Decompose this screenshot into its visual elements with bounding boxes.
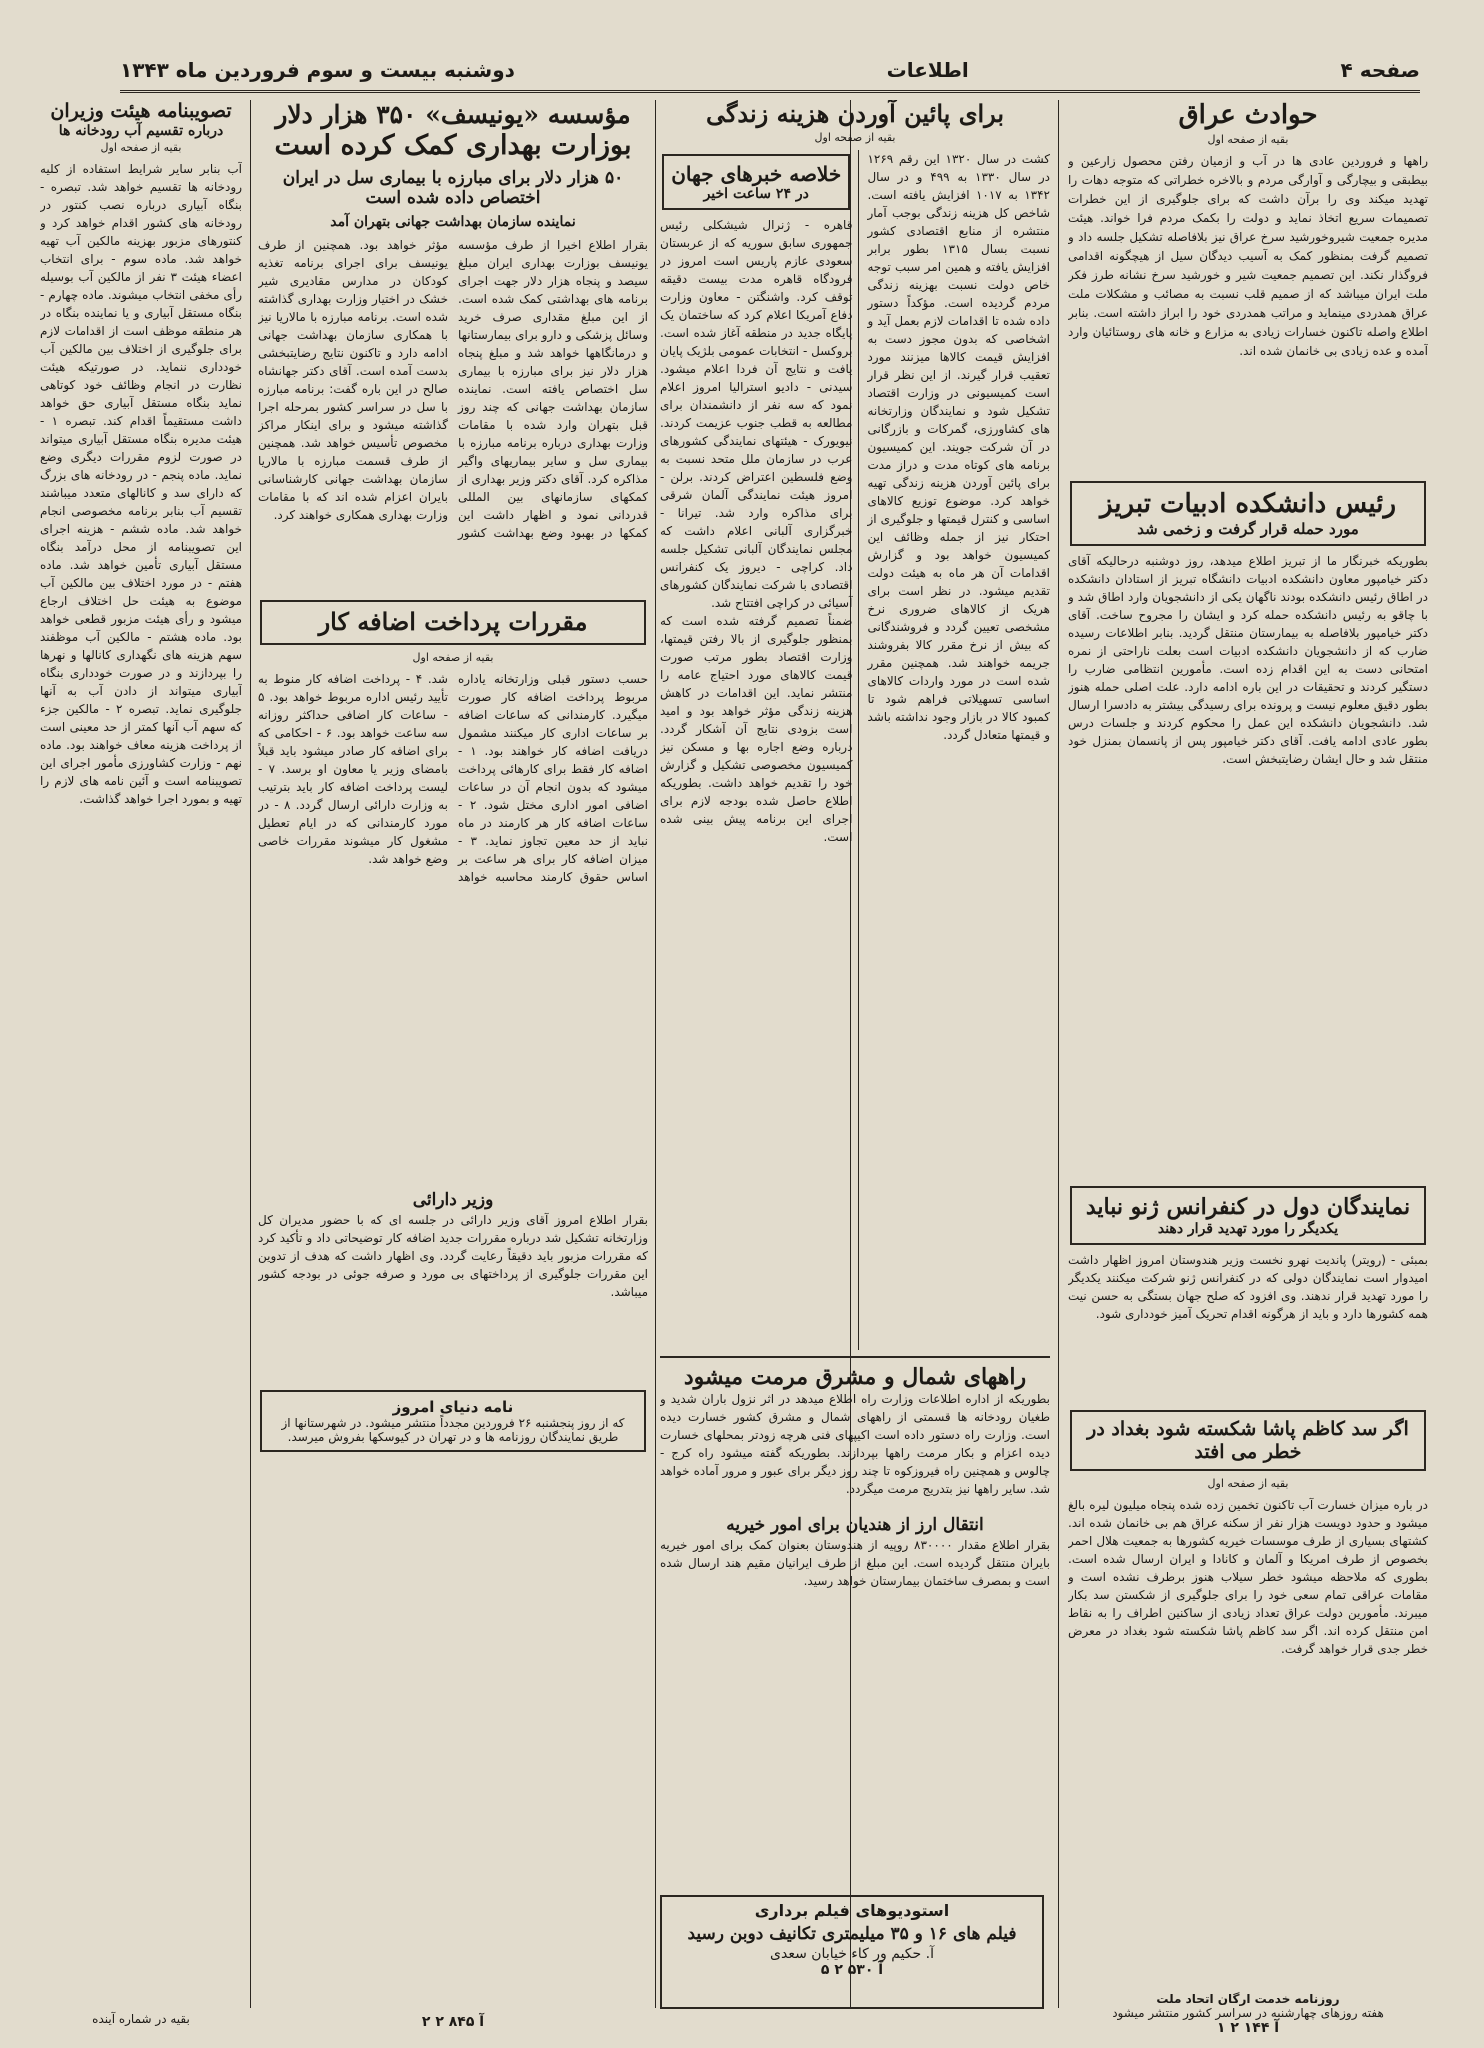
ad-khedmat xyxy=(1068,1992,1428,2036)
article-body-baghdad-dam: در باره میزان خسارت آب تاکنون تخمین زده شده پنجاه میلیون لیره بالغ میشود و حدود دویست هزار نفر از سکنه عراق هم بی خانمان شده اند. کشتهای بسیاری از طرف موسسات خیریه کشورها به جمعیت هلال احمر بخصوص از طرف امریکا و آلمان و کانادا و ایران ارسال شده است. بطوری که ملاحظه میشود خطر سیلاب هنوز برطرف نشده است و مقامات عراقی تمام سعی خود را برای جلوگیری از شکستن سد بکار میبرند. مأمورین دولت عراق تعداد زیادی از ساکنین اطراف را به نقاط امن منتقل کرده اند. اگر سد کاظم پاشا شکسته شود بغداد در معرض خطر جدی قرار خواهد گرفت. xyxy=(1068,1498,1428,1657)
headline-box-tabriz xyxy=(1070,481,1426,546)
ad-title: استودیوهای فیلم برداری xyxy=(754,1901,950,1920)
page-number: صفحه ۴ xyxy=(1340,58,1420,82)
ad-box-donya xyxy=(260,1390,646,1452)
ad-title: نامه دنیای امروز xyxy=(392,1397,514,1416)
ad-address: آ. حکیم ور کاء خیابان سعدی xyxy=(770,1946,934,1962)
ad-title: روزنامه خدمت ارگان اتحاد ملت xyxy=(1156,1992,1340,2006)
headline-box-world-news xyxy=(662,154,850,210)
article-title-cost-of-living: برای پائین آوردن هزینه زندگی xyxy=(705,100,1005,128)
article-body-cost-of-living: کشت در سال ۱۳۲۰ این رقم ۱۲۶۹ در سال ۱۳۳۰ به ۴۹۹ و در سال ۱۳۴۲ به ۱۰۱۷ افزایش یافته است. شاخص کل هزینه زندگی بوجب آمار منتشره از منابع اقتصادی کشور نسبت بسال ۱۳۱۵ بطور برابر افزایش یافته و همین امر سبب توجه خاص دولت نسبت بهزینه زندگی مردم گردیده است. مؤکداً دستور داده شده تا اقدامات لازم بعمل آید و اشخاصی که بدون مجوز دست به افزایش قیمت کالاها میزنند مورد تعقیب قرار گیرند. از این نظر قرار است کمیسیونی در وزارت اقتصاد تشکیل شود و نمایندگان وزارتخانه های کشاورزی، گمرکات و بازرگانی در آن شرکت جویند. این کمیسیون برنامه های کوتاه مدت و دراز مدت برای پائین آوردن هزینه زندگی تهیه خواهد کرد. موضوع توزیع کالاهای اساسی و کنترل قیمتها و جلوگیری از احتکار نیز از جمله وظائف این کمیسیون خواهد بود و گزارش اقدامات آن هر ماه به هیئت دولت تقدیم میشود. در نظر است برای هریک از کالاهای ضروری نرخ مشخصی تعیین گردد و فروشندگانی که بیش از نرخ مقرر کالا بفروشند جریمه خواهند شد. همچنین مقرر شده است در مورد واردات کالاهای اساسی تسهیلاتی فراهم شود تا کمبود کالا در بازار وجود نداشته باشد و قیمتها متعادل گردد. xyxy=(867,151,1050,742)
world-news-subtitle: در ۲۴ ساعت اخیر xyxy=(703,185,809,202)
continued-label: بقیه از صفحه اول xyxy=(100,140,182,154)
continued-next-issue: بقیه در شماره آینده xyxy=(92,2012,190,2026)
headline-box-baghdad xyxy=(1070,1410,1426,1472)
continued-label: بقیه از صفحه اول xyxy=(814,130,896,144)
article-body-cost-of-living-cont: ضمناً تصمیم گرفته شده است که بمنظور جلوگیری از بالا رفتن قیمتها، وزارت اقتصاد بطور مرتب صورت قیمت کالاهای مورد احتیاج عامه را منتشر نماید. این اقدامات در کاهش هزینه زندگی مؤثر خواهد بود و امید است بزودی نتایج آن آشکار گردد. درباره وضع اجاره بها و مسکن نیز کمیسیون مخصوصی تشکیل و گزارش خود را تقدیم خواهد داشت. بطوریکه اطلاع حاصل شده بودجه لازم برای اجرای این برنامه پیش بینی شده است. xyxy=(660,613,853,844)
article-title-unicef-2: بوزارت بهداری کمک کرده است xyxy=(274,130,632,161)
ad-box-film-studio xyxy=(660,1895,1044,2009)
article-subtitle-unicef: ۵۰ هزار دلار برای مبارزه با بیماری سل در ایران xyxy=(282,168,624,189)
paper-name: اطلاعات xyxy=(886,58,969,82)
continued-label: بقیه از صفحه اول xyxy=(1207,1477,1289,1491)
column-rule xyxy=(1058,100,1059,2008)
article-title-currency: انتقال ارز از هندیان برای امور خیریه xyxy=(726,1515,984,1536)
column-rule xyxy=(250,100,251,2008)
article-subtitle-unicef-3: نماینده سازمان بهداشت جهانی بتهران آمد xyxy=(330,214,576,231)
article-body-roads: بطوریکه از اداره اطلاعات وزارت راه اطلاع میدهد در اثر نزول باران شدید و طغیان رودخانه ها قسمتی از راههای شمال و مشرق کشور خسارت دیده است. وزارت راه دستور داده است اکیپهای فنی هرچه زودتر بمحلهای خسارت دیده اعزام و بکار مرمت راهها بپردازند. بطوریکه گفته میشود راه کرج - چالوس و همچنین راه فیروزکوه تا چند روز دیگر برای عبور و مرور آماده خواهد شد. سایر راهها نیز بتدریج مرمت میگردد. xyxy=(660,1392,1050,1497)
article-title-baghdad-dam: اگر سد کاظم پاشا شکسته شود بغداد در خطر می افتد xyxy=(1087,1417,1409,1463)
article-body-finance-minister: بقرار اطلاع امروز آقای وزیر دارائی در جلسه ای که با حضور مدیران کل وزارتخانه تشکیل شد درباره مقررات جدید اضافه کار توضیحاتی داد و تأکید کرد که مقررات مزبور باید دقیقاً رعایت گردد. وی اظهار داشت که هدف از تدوین این مقررات جلوگیری از پرداختهای بی مورد و صرفه جوئی در بودجه کشور میباشد. xyxy=(258,1212,648,1299)
issue-date: دوشنبه بیست و سوم فروردین ماه ۱۳۴۳ xyxy=(120,58,515,82)
ad-number: آ ۱۴۴ ۲ ۱ xyxy=(1216,2020,1280,2036)
column-iraq xyxy=(1068,100,1428,1988)
world-news-title: خلاصه خبرهای جهان xyxy=(671,161,842,186)
article-title-iraq-floods: حوادث عراق xyxy=(1178,100,1318,130)
article-body-geneva: بمبئی - (رویتر) پاندیت نهرو نخست وزیر هندوستان امروز اظهار داشت امیدوار است نمایندگان دولی که در کنفرانس ژنو شرکت میکنند یکدیگر را مورد تهدید قرار ندهند. وی افزود که صلح جهان بستگی به حسن نیت همه کشورها دارد و باید از هرگونه اقدام تحریک آمیز خودداری شود. xyxy=(1068,1252,1428,1321)
cost-of-living-subcolumn xyxy=(867,150,1050,1350)
ad-number: آ ۸۴۵ ۲ ۲ xyxy=(421,2014,485,2030)
article-title-tabriz: رئیس دانشکده ادبیات تبریز xyxy=(1099,489,1397,520)
column-unicef xyxy=(258,100,648,1988)
article-body-cabinet: آب بنابر سایر شرایط استفاده از کلیه رودخانه ها تقسیم خواهد شد. تبصره - بنگاه آبیاری درباره نصب کنتور در رودخانه های کشور اقدام خواهد کرد و کنتورهای مزبور بهزینه مالکین آب تهیه خواهد شد. ماده سوم - برای انتخاب اعضاء هیئت ۳ نفر از مالکین آب بوسیله رأی مخفی انتخاب میشوند. ماده چهارم - بنگاه مستقل آبیاری و یا نماینده بنگاه در هر منطقه موظف است از اقدامات لازم برای جلوگیری از اختلاف بین مالکین آب خودداری ننماید. در صورتیکه هیئت نظارت در انجام وظائف خود کوتاهی نماید بنگاه مستقل آبیاری حق خواهد داشت مستقیماً اقدام کند. تبصره ۱ - هیئت مدیره بنگاه مستقل آبیاری میتواند در صورت لزوم مقررات دیگری وضع نماید. ماده پنجم - در رودخانه های بزرگ که دارای سد و کانالهای متعدد میباشند تقسیم آب بنابر برنامه مخصوصی انجام خواهد شد. ماده ششم - هزینه اجرای این تصویبنامه از محل درآمد بنگاه مستقل آبیاری تأمین خواهد شد. ماده هفتم - در مورد اختلاف بین مالکین آب موضوع به هیئت حل اختلاف ارجاع میشود و رأی هیئت مزبور قطعی خواهد بود. ماده هشتم - مالکین آب موظفند سهم هزینه های نگهداری کانالها و نهرها را بپردازند و در صورت خودداری بنگاه آبیاری میتواند از دادن آب به آنها جلوگیری نماید. تبصره ۲ - مالکین جزء که سهم آب آنها کمتر از حد معینی است از پرداخت هزینه معاف خواهند بود. ماده نهم - وزارت کشاورزی مأمور اجرای این تصویبنامه است و آئین نامه های لازم را تهیه و بمورد اجرا خواهد گذاشت. xyxy=(40,161,242,806)
article-subtitle-tabriz: مورد حمله قرار گرفت و زخمی شد xyxy=(1137,520,1359,539)
ad-text: هفته روزهای چهارشنبه در سراسر کشور منتشر میشود xyxy=(1112,2006,1384,2020)
world-news-subcolumn xyxy=(660,150,859,1350)
world-news-body: قاهره - ژنرال شیشکلی رئیس جمهوری سابق سوریه که از عربستان سعودی عازم پاریس است امروز در فرودگاه قاهره مدت بیست دقیقه توقف کرد. واشنگتن - معاون وزارت دفاع آمریکا اعلام کرد که ساختمان یک پایگاه جدید در منطقه آغاز شده است. بروکسل - انتخابات عمومی بلژیک پایان یافت و نتایج آن فردا اعلام میشود. سیدنی - دادیو استرالیا امروز اعلام نمود که سه نفر از دانشمندان برای مطالعه به قطب جنوب عزیمت کردند. نیویورک - هیئتهای نمایندگی کشورهای عرب در سازمان ملل متحد نسبت به وضع فلسطین اعتراض کردند. برلن - امروز هیئت نمایندگی آلمان شرقی برای مذاکره وارد شد. تیرانا - خبرگزاری آلبانی اعلام داشت که مجلس نمایندگان آلبانی تشکیل جلسه داد. کراچی - دیروز یک کنفرانس اقتصادی با شرکت نمایندگان کشورهای آسیائی در کراچی افتتاح شد. xyxy=(660,217,853,610)
headline-box-overtime xyxy=(260,600,646,645)
article-subtitle-cabinet: درباره تقسیم آب رودخانه ها xyxy=(58,122,224,139)
article-body-currency: بقرار اطلاع مقدار ۸۳۰۰۰۰ روپیه از هندوستان بعنوان کمک برای امور خیریه بایران منتقل گردیده است. این مبلغ از طرف ایرانیان مقیم هند ارسال شده است و بمصرف ساختمان بیمارستان خواهد رسید. xyxy=(660,1537,1050,1588)
continued-label: بقیه از صفحه اول xyxy=(412,651,494,665)
section-divider xyxy=(660,1356,1050,1358)
continued-label: بقیه از صفحه اول xyxy=(1207,133,1289,147)
article-body-tabriz: بطوریکه خبرنگار ما از تبریز اطلاع میدهد، روز دوشنبه درحالیکه آقای دکتر خیامپور معاون دانشکده ادبیات دانشگاه تبریز از استادان دانشکده در اطاق رئیس دانشکده بودند ناگهان یکی از دانشجویان وارد اطاق شد و با چاقو به رئیس دانشکده حمله کرد و ایشان را مجروح ساخت. آقای دکتر خیامپور بلافاصله به بیمارستان منتقل گردید. بنابر اطلاعات رسیده ضارب که از دانشجویان دانشکده ادبیات است بعلت ناراحتی از نمره امتحانی دست به این اقدام زده است. مأمورین انتظامی ضارب را دستگیر کردند و تحقیقات در این باره ادامه دارد. علت اصلی حمله هنوز بطور دقیق معلوم نیست و پرونده برای رسیدگی بیشتر به دادسرا ارسال شد. دانشجویان دانشکده این عمل را محکوم کردند و جلسات درس بطور عادی ادامه یافت. آقای دکتر خیامپور پس از پانسمان بمنزل خود منتقل شد و حال ایشان رضایتبخش است. xyxy=(1068,554,1428,767)
continued-footer xyxy=(40,2012,242,2034)
column-rule xyxy=(655,100,656,2008)
article-title-roads: راههای شمال و مشرق مرمت میشود xyxy=(683,1363,1027,1390)
headline-box-geneva xyxy=(1070,1186,1426,1244)
article-title-unicef: مؤسسه «یونیسف» ۳۵۰ هزار دلار xyxy=(275,100,631,129)
article-body-overtime: حسب دستور قبلی وزارتخانه یاداره مربوط پرداخت اضافه کار صورت میگیرد. کارمندانی که ساعات اضافه بر ساعات اداری کار میکنند مشمول دریافت اضافه کار خواهند بود. ۱ - اضافه کار فقط برای کارهائی پرداخت میشود که بدون انجام آن در ساعات اضافی امور اداری مختل شود. ۲ - ساعات اضافه کار هر کارمند در ماه نباید از حد معین تجاوز نماید. ۳ - میزان اضافه کار برای هر ساعت بر اساس حقوق کارمند محاسبه خواهد شد. ۴ - پرداخت اضافه کار منوط به تأیید رئیس اداره مربوط خواهد بود. ۵ - ساعات کار اضافی حداکثر روزانه سه ساعت خواهد بود. ۶ - احکامی که برای اضافه کار صادر میشود باید قبلاً بامضای وزیر یا معاون او برسد. ۷ - لیست پرداخت اضافه کار باید بترتیب به وزارت دارائی ارسال گردد. ۸ - در مورد کارمندانی که در ایام تعطیل مشغول کار میشوند مقررات خاصی وضع خواهد شد. xyxy=(258,672,648,885)
masthead xyxy=(120,50,1420,93)
article-subtitle-unicef-2: اختصاص داده شده است xyxy=(365,188,541,209)
article-title-geneva: نمایندگان دول در کنفرانس ژنو نباید xyxy=(1085,1194,1411,1221)
ad-text: که از روز پنجشنبه ۲۶ فروردین مجدداً منتشر میشود. در شهرستانها از طریق نمایندگان روزنامه ها و در تهران در کیوسکها بفروش میرسد. xyxy=(281,1415,625,1444)
ad-number-footer xyxy=(258,2014,648,2038)
article-body-iraq-floods: راهها و فروردین عادی ها در آب و ازمیان رفتن محصول زارعین و بیطبقی و بیچارگی و آوارگی مردم و بالاخره خطراتی که متوجه دهات را تهدید میکند وی را برآن داشت که برای جلوگیری از این خطرات تصمیمات سریع اتخاذ نماید و دولت را بکمک مردم فرا خواند. هیئت مدیره جمعیت شیروخورشید سرخ عراق نیز بلافاصله تشکیل جلسه داد و تصمیم گرفت بمنظور کمک به آسیب دیدگان سیل از هیچگونه اقدامی فروگذار نکند. این تصمیم جمعیت شیر و خورشید سرخ نشانه طرز فکر ملت ایران میباشد که از صمیم قلب نسبت به مصائب و مشکلات ملت عراق همدردی مینماید و مراتب همدردی خود را ابراز داشته است. بنابر اطلاع واصله تاکنون خسارات زیادی به مزارع و خانه های روستائیان وارد آمده و عده زیادی بی خانمان شده اند. xyxy=(1068,154,1428,359)
article-body-unicef: بقرار اطلاع اخیرا از طرف مؤسسه یونیسف بوزارت بهداری ایران مبلغ سیصد و پنجاه هزار دلار جهت اجرای برنامه های بهداشتی کمک شده است. از این مبلغ مقداری صرف خرید وسائل پزشکی و دارو برای بیمارستانها و درمانگاهها خواهد شد و مبلغ پنجاه هزار دلار نیز برای مبارزه با بیماری سل اختصاص یافته است. نماینده سازمان بهداشت جهانی که چند روز قبل بتهران وارد شده با مقامات وزارت بهداری درباره برنامه مبارزه با بیماری سل و سایر بیماریهای واگیر مذاکره کرد. آقای دکتر وزیر بهداری از کمکهای سازمانهای بین المللی قدردانی نمود و اظهار داشت این کمکها در بهبود وضع بهداشت کشور مؤثر خواهد بود. همچنین از طرف یونیسف برای اجرای برنامه تغذیه کودکان در مدارس مقادیری شیر خشک در اختیار وزارت بهداری گذاشته شده است. برنامه مبارزه با مالاریا نیز با همکاری سازمان بهداشت جهانی ادامه دارد و تاکنون نتایج رضایتبخشی بدست آمده است. آقای دکتر جهانشاه صالح در این باره گفت: برنامه مبارزه با سل در سراسر کشور بمرحله اجرا گذاشته میشود و برای اینکار مراکز مخصوص تأسیس خواهد شد. همچنین از طرف قسمت مبارزه با مالاریا سازمان بهداشت جهانی کارشناسانی بایران اعزام شده اند که با مقامات وزارت بهداری همکاری خواهند کرد. xyxy=(258,238,648,541)
article-title-overtime: مقررات پرداخت اضافه کار xyxy=(318,607,588,637)
article-title-finance-minister: وزیر دارائی xyxy=(412,1190,494,1211)
cost-of-living-split xyxy=(660,150,1050,1350)
ad-number: آ ۵۳۰ ۲ ۵ xyxy=(820,1962,884,1978)
article-subtitle-geneva: یکدیگر را مورد تهدید قرار دهند xyxy=(1157,1220,1339,1237)
ad-line: فیلم های ۱۶ و ۳۵ میلیمتری تکانیف دوبن رسید xyxy=(687,1924,1017,1944)
column-cost-of-living xyxy=(660,100,1050,1988)
column-cabinet xyxy=(40,100,242,1988)
article-title-cabinet: تصویبنامه هیئت وزیران xyxy=(50,100,232,122)
